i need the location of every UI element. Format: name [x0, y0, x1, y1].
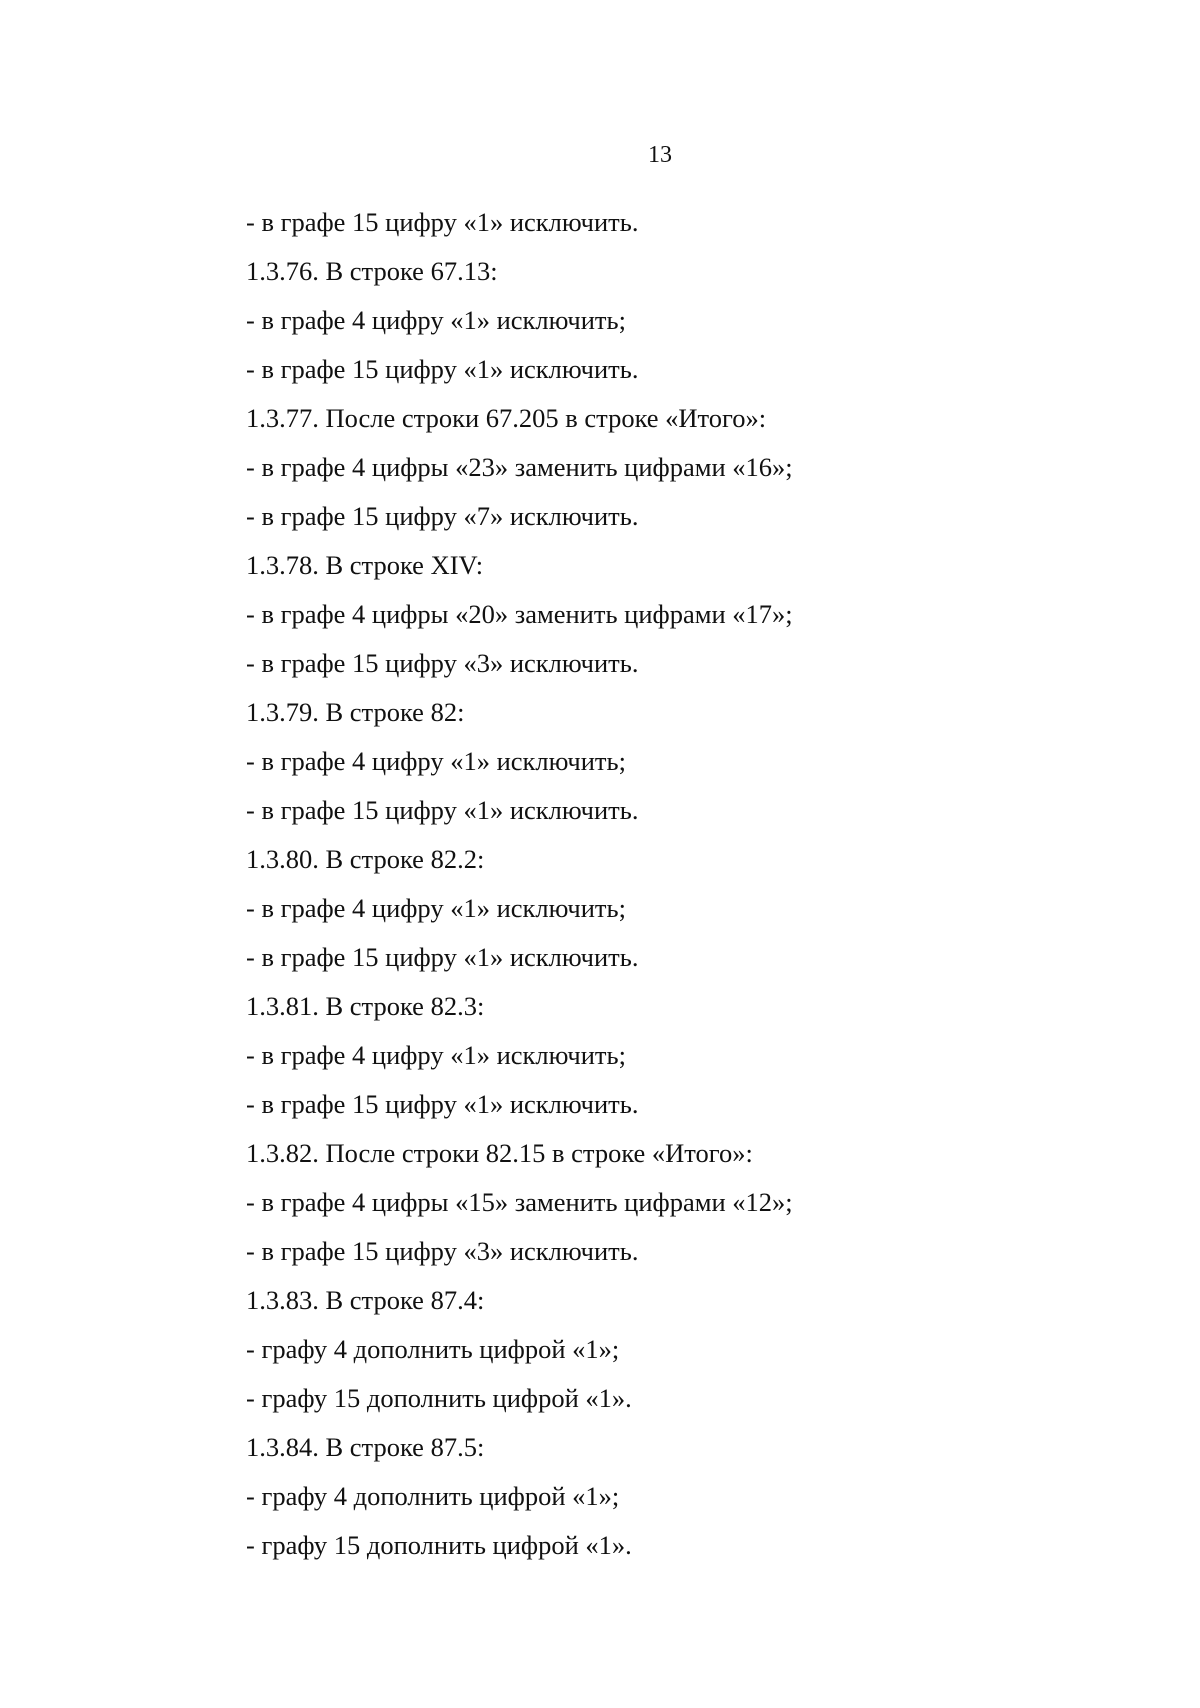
- text-line: - в графе 15 цифру «3» исключить.: [246, 1236, 639, 1266]
- text-line: - в графе 15 цифру «1» исключить.: [246, 207, 639, 237]
- text-line: - в графе 15 цифру «1» исключить.: [246, 354, 639, 384]
- text-line: - графу 4 дополнить цифрой «1»;: [246, 1334, 620, 1364]
- section-heading: 1.3.78. В строке XIV:: [246, 550, 484, 580]
- section-heading: 1.3.83. В строке 87.4:: [246, 1285, 485, 1315]
- section-heading: 1.3.82. После строки 82.15 в строке «Итого»:: [246, 1138, 753, 1168]
- text-line: - в графе 15 цифру «1» исключить.: [246, 795, 639, 825]
- text-line: - в графе 4 цифры «23» заменить цифрами «16»;: [246, 452, 793, 482]
- document-body: [246, 198, 1146, 1570]
- section-heading: 1.3.77. После строки 67.205 в строке «Итого»:: [246, 403, 767, 433]
- text-line: - в графе 4 цифру «1» исключить;: [246, 1040, 626, 1070]
- text-line: - в графе 15 цифру «3» исключить.: [246, 648, 639, 678]
- text-line: - в графе 15 цифру «1» исключить.: [246, 942, 639, 972]
- text-line: - в графе 4 цифру «1» исключить;: [246, 305, 626, 335]
- section-heading: 1.3.80. В строке 82.2:: [246, 844, 485, 874]
- text-line: - в графе 15 цифру «7» исключить.: [246, 501, 639, 531]
- section-heading: 1.3.81. В строке 82.3:: [246, 991, 485, 1021]
- section-heading: 1.3.76. В строке 67.13:: [246, 256, 498, 286]
- text-line: - графу 15 дополнить цифрой «1».: [246, 1383, 632, 1413]
- text-line: - графу 4 дополнить цифрой «1»;: [246, 1481, 620, 1511]
- page-number: 13: [648, 142, 672, 168]
- text-line: - в графе 4 цифру «1» исключить;: [246, 746, 626, 776]
- text-line: - в графе 4 цифры «15» заменить цифрами «12»;: [246, 1187, 793, 1217]
- text-line: - в графе 4 цифру «1» исключить;: [246, 893, 626, 923]
- text-line: - графу 15 дополнить цифрой «1».: [246, 1530, 632, 1560]
- text-line: - в графе 15 цифру «1» исключить.: [246, 1089, 639, 1119]
- section-heading: 1.3.79. В строке 82:: [246, 697, 465, 727]
- text-line: - в графе 4 цифры «20» заменить цифрами «17»;: [246, 599, 793, 629]
- section-heading: 1.3.84. В строке 87.5:: [246, 1432, 485, 1462]
